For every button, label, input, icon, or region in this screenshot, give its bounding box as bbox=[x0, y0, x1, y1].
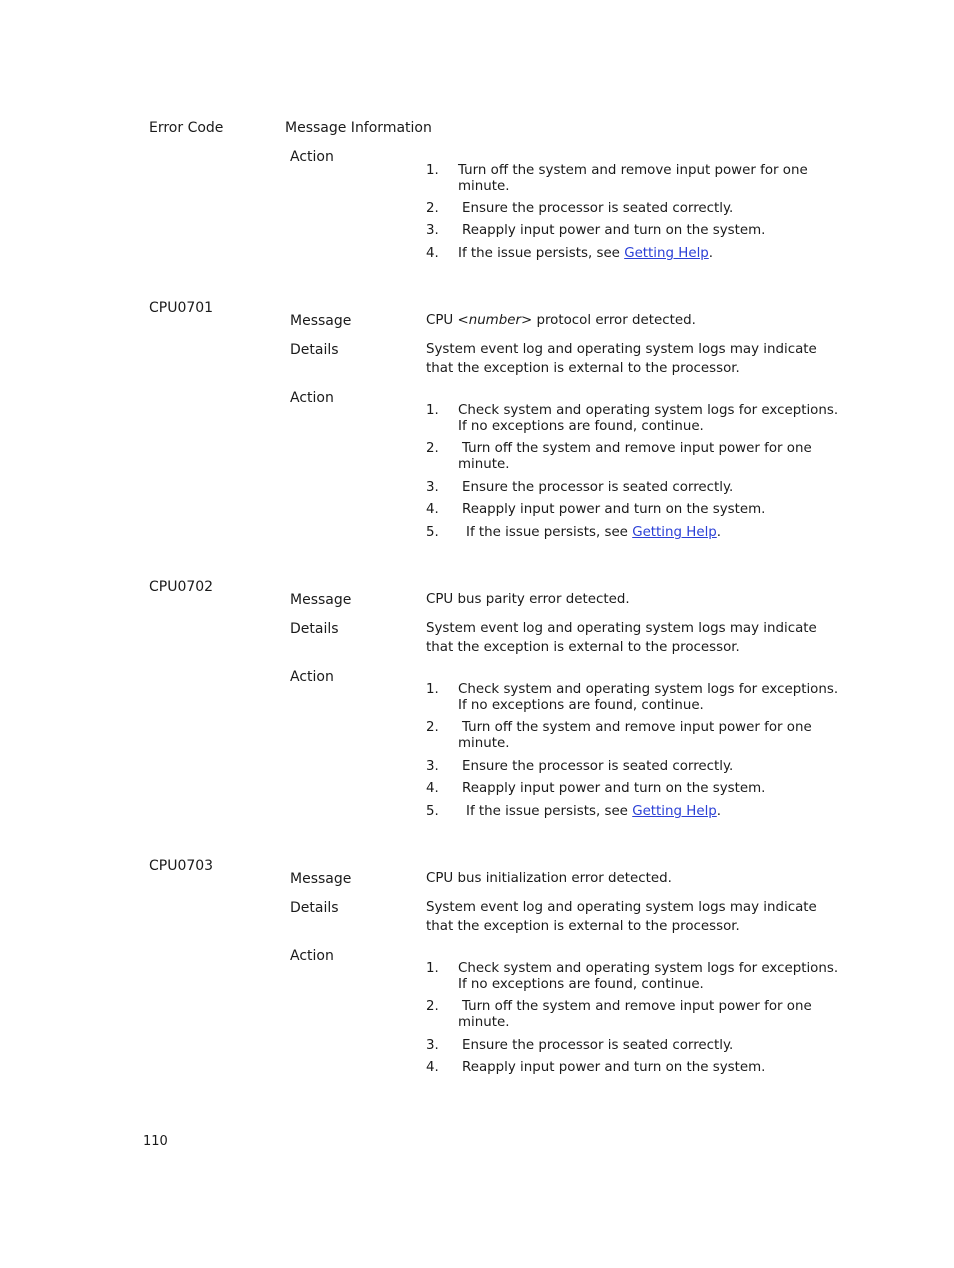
message-text: CPU <number> protocol error detected. bbox=[426, 313, 696, 328]
list-item-number: 1. bbox=[426, 961, 439, 976]
getting-help-link[interactable]: Getting Help bbox=[632, 525, 717, 540]
details-text: that the exception is external to the processor. bbox=[426, 361, 740, 376]
list-item-text: If the issue persists, see Getting Help. bbox=[466, 804, 722, 819]
list-item-number: 2. bbox=[426, 720, 439, 735]
list-item-text: Ensure the processor is seated correctly. bbox=[462, 480, 734, 495]
list-item-number: 5. bbox=[426, 525, 439, 540]
list-item-number: 3. bbox=[426, 1038, 439, 1053]
message-text: CPU bus parity error detected. bbox=[426, 592, 630, 607]
list-item-number: 4. bbox=[426, 1060, 439, 1075]
list-item-text: Ensure the processor is seated correctly. bbox=[462, 201, 734, 216]
list-item-text: Reapply input power and turn on the system. bbox=[462, 223, 766, 238]
details-text: that the exception is external to the processor. bbox=[426, 640, 740, 655]
action-label: Action bbox=[290, 948, 334, 964]
list-item-text: If no exceptions are found, continue. bbox=[458, 977, 704, 992]
list-item-number: 2. bbox=[426, 999, 439, 1014]
list-item-text: If the issue persists, see Getting Help. bbox=[466, 525, 722, 540]
list-item-text: minute. bbox=[458, 457, 510, 472]
list-item-text: minute. bbox=[458, 736, 510, 751]
details-label: Details bbox=[290, 900, 339, 916]
list-item-text: Turn off the system and remove input power for one bbox=[462, 999, 812, 1014]
details-text: System event log and operating system logs may indicate bbox=[426, 621, 817, 636]
list-item-text: Ensure the processor is seated correctly. bbox=[462, 1038, 734, 1053]
list-item-text: minute. bbox=[458, 179, 510, 194]
list-item-text: Turn off the system and remove input power for one bbox=[462, 720, 812, 735]
list-item-number: 4. bbox=[426, 246, 439, 261]
list-item-number: 4. bbox=[426, 502, 439, 517]
list-item-text: If the issue persists, see Getting Help. bbox=[458, 246, 714, 261]
message-label: Message bbox=[290, 313, 352, 329]
list-item-number: 2. bbox=[426, 441, 439, 456]
list-item-text: minute. bbox=[458, 1015, 510, 1030]
list-item-text: If no exceptions are found, continue. bbox=[458, 419, 704, 434]
error-code-cpu0703: CPU0703 bbox=[149, 858, 214, 874]
page-number: 110 bbox=[143, 1134, 168, 1149]
list-item-number: 3. bbox=[426, 759, 439, 774]
list-item-number: 1. bbox=[426, 163, 439, 178]
list-item-text: If no exceptions are found, continue. bbox=[458, 698, 704, 713]
list-item-text: Turn off the system and remove input power for one bbox=[462, 441, 812, 456]
details-label: Details bbox=[290, 342, 339, 358]
message-label: Message bbox=[290, 592, 352, 608]
action-label: Action bbox=[290, 390, 334, 406]
list-item-text: Check system and operating system logs for exceptions. bbox=[458, 961, 839, 976]
message-text: CPU bus initialization error detected. bbox=[426, 871, 672, 886]
list-item-text: Check system and operating system logs for exceptions. bbox=[458, 682, 839, 697]
message-label: Message bbox=[290, 871, 352, 887]
list-item-text: Reapply input power and turn on the system. bbox=[462, 781, 766, 796]
header-message-information: Message Information bbox=[285, 120, 432, 136]
getting-help-link[interactable]: Getting Help bbox=[632, 804, 717, 819]
list-item-text: Ensure the processor is seated correctly. bbox=[462, 759, 734, 774]
list-item-number: 4. bbox=[426, 781, 439, 796]
getting-help-link[interactable]: Getting Help bbox=[624, 246, 709, 261]
details-text: System event log and operating system logs may indicate bbox=[426, 900, 817, 915]
details-label: Details bbox=[290, 621, 339, 637]
continuation-action-label: Action bbox=[290, 149, 334, 165]
list-item-text: Reapply input power and turn on the system. bbox=[462, 502, 766, 517]
list-item-text: Reapply input power and turn on the system. bbox=[462, 1060, 766, 1075]
header-error-code: Error Code bbox=[149, 120, 224, 136]
list-item-number: 1. bbox=[426, 682, 439, 697]
list-item-text: Turn off the system and remove input power for one bbox=[458, 163, 808, 178]
list-item-number: 2. bbox=[426, 201, 439, 216]
list-item-text: Check system and operating system logs for exceptions. bbox=[458, 403, 839, 418]
error-code-cpu0702: CPU0702 bbox=[149, 579, 214, 595]
error-code-cpu0701: CPU0701 bbox=[149, 300, 214, 316]
details-text: System event log and operating system logs may indicate bbox=[426, 342, 817, 357]
list-item-number: 1. bbox=[426, 403, 439, 418]
list-item-number: 3. bbox=[426, 480, 439, 495]
action-label: Action bbox=[290, 669, 334, 685]
list-item-number: 5. bbox=[426, 804, 439, 819]
details-text: that the exception is external to the processor. bbox=[426, 919, 740, 934]
list-item-number: 3. bbox=[426, 223, 439, 238]
